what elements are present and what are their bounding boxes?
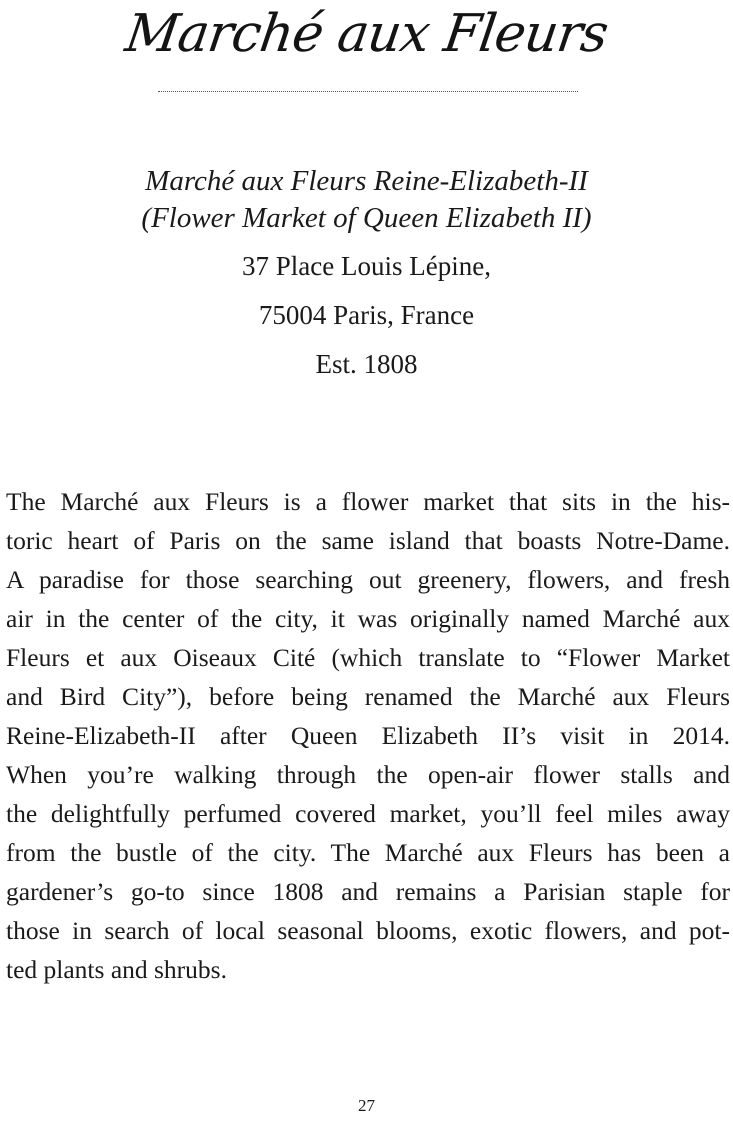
body-line: The Marché aux Fleurs is a flower market that sits in the his- xyxy=(6,487,730,516)
body-line: those in search of local seasonal blooms, exotic flowers, and pot- xyxy=(6,916,730,945)
venue-info xyxy=(0,163,733,389)
title-divider xyxy=(158,91,578,92)
body-line: ted plants and shrubs. xyxy=(6,955,227,984)
body-line: air in the center of the city, it was originally named Marché aux xyxy=(6,604,730,633)
venue-address-line-1: 37 Place Louis Lépine, xyxy=(242,251,491,281)
page-number: 27 xyxy=(358,1096,375,1115)
body-line: gardener’s go-to since 1808 and remains a Parisian staple for xyxy=(6,877,730,906)
body-line: Fleurs et aux Oiseaux Cité (which translate to “Flower Market xyxy=(6,643,730,672)
body-line: toric heart of Paris on the same island that boasts Notre-Dame. xyxy=(6,526,730,555)
body-paragraph xyxy=(6,482,730,989)
venue-name-line-2: (Flower Market of Queen Elizabeth II) xyxy=(141,202,592,234)
body-line: When you’re walking through the open-air flower stalls and xyxy=(6,760,730,789)
body-line: from the bustle of the city. The Marché aux Fleurs has been a xyxy=(6,838,730,867)
venue-established: Est. 1808 xyxy=(315,349,418,379)
venue-address-line-2: 75004 Paris, France xyxy=(258,300,475,330)
body-line: Reine-Elizabeth-II after Queen Elizabeth II’s visit in 2014. xyxy=(6,721,730,750)
page-title: Marché aux Fleurs xyxy=(121,4,612,64)
venue-name-line-1: Marché aux Fleurs Reine-Elizabeth-II xyxy=(145,165,588,197)
body-line: and Bird City”), before being renamed the Marché aux Fleurs xyxy=(6,682,730,711)
body-line: the delightfully perfumed covered market, you’ll feel miles away xyxy=(6,799,730,828)
body-line: A paradise for those searching out greenery, flowers, and fresh xyxy=(6,565,730,594)
